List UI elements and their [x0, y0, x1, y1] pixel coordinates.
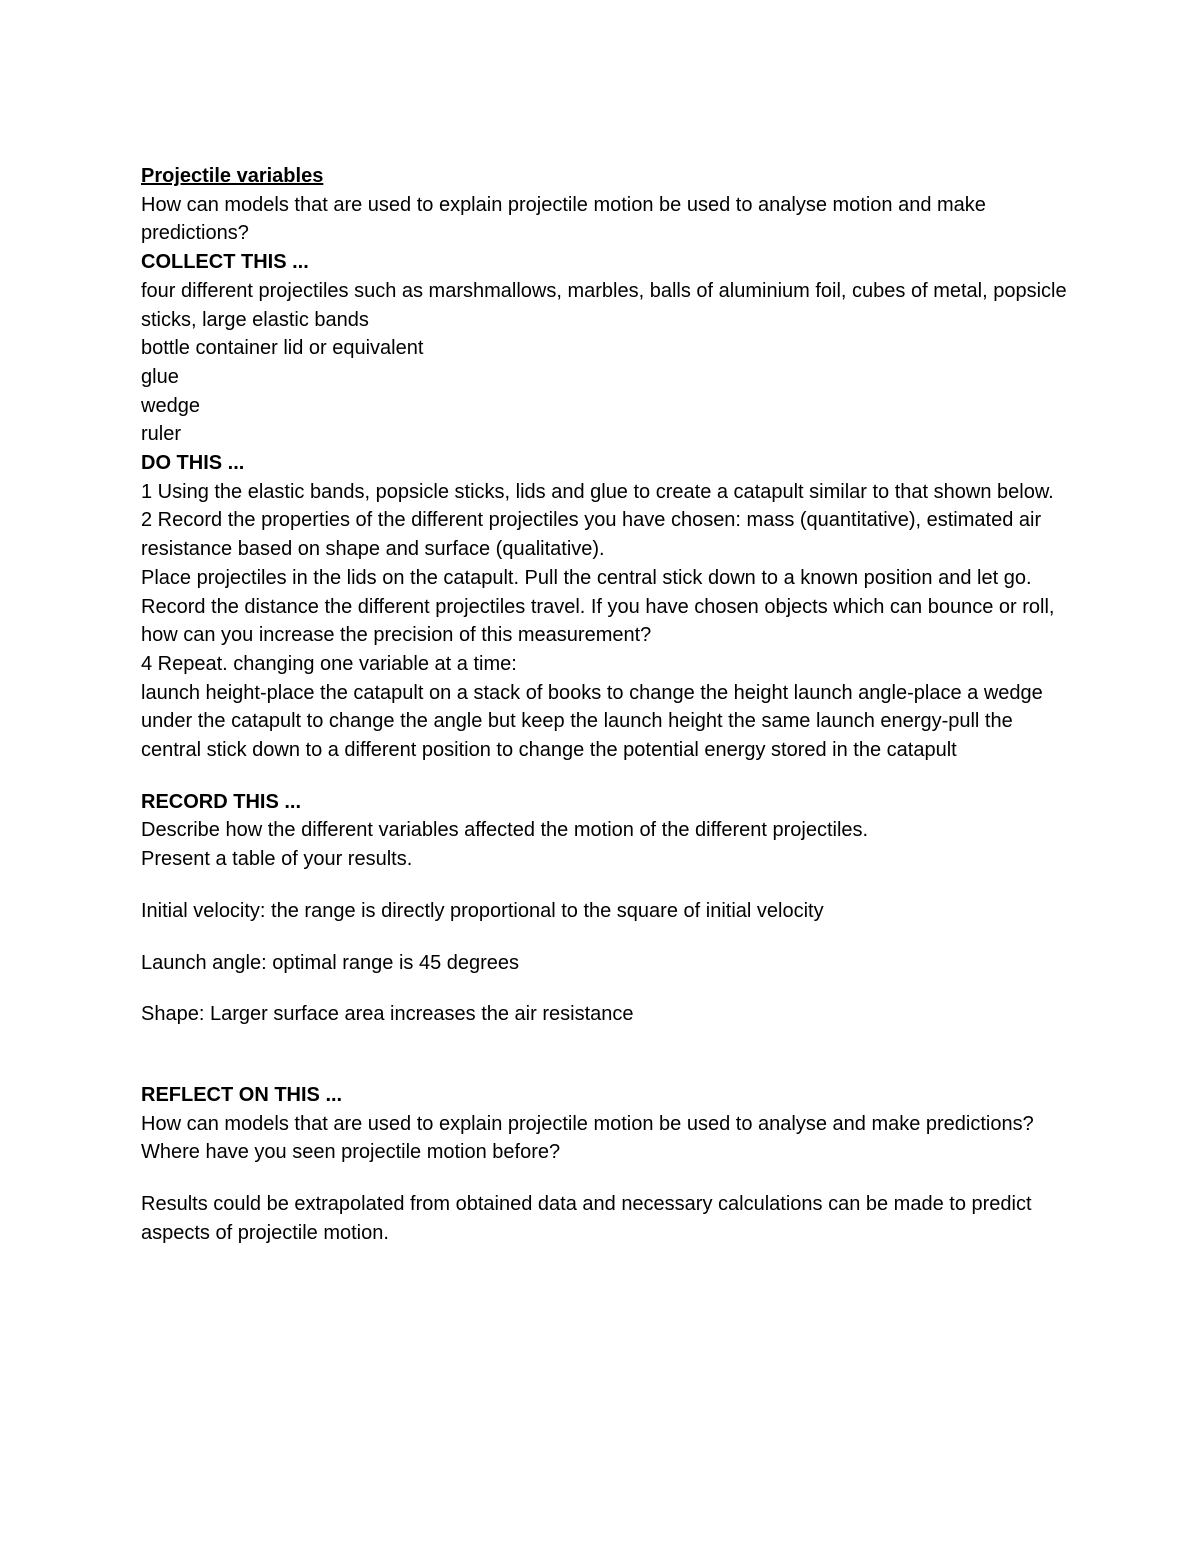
blank-line	[141, 926, 1071, 949]
record-answer: Initial velocity: the range is directly proportional to the square of initial velocity	[141, 899, 824, 922]
do-step: launch height-place the catapult on a stack of books to change the height launch angle-place a wedge under the catapult to change the angle but keep the launch height the same launch energy-pull the central stick down to a different position to change the potential energy stored in the catapult	[141, 681, 1043, 762]
blank-line	[141, 874, 1071, 897]
do-step: 4 Repeat. changing one variable at a time:	[141, 652, 517, 675]
collect-item: glue	[141, 365, 179, 388]
do-heading: DO THIS ...	[141, 452, 245, 475]
intro-question: How can models that are used to explain projectile motion be used to analyse motion and make predictions?	[141, 193, 986, 245]
collect-heading: COLLECT THIS ...	[141, 251, 309, 274]
blank-line	[141, 1167, 1071, 1190]
document-page	[141, 162, 1071, 1248]
do-step: Place projectiles in the lids on the catapult. Pull the central stick down to a known position and let go.	[141, 566, 1032, 589]
collect-item: four different projectiles such as marshmallows, marbles, balls of aluminium foil, cubes of metal, popsicle sticks, large elastic bands	[141, 279, 1067, 331]
record-heading: RECORD THIS ...	[141, 790, 302, 813]
reflect-line: How can models that are used to explain projectile motion be used to analyse and make predictions?	[141, 1112, 1034, 1135]
do-step: Record the distance the different projectiles travel. If you have chosen objects which can bounce or roll, how can you increase the precision of this measurement?	[141, 595, 1055, 647]
blank-line	[141, 765, 1071, 788]
reflect-heading: REFLECT ON THIS ...	[141, 1083, 343, 1106]
document-title: Projectile variables	[141, 165, 324, 187]
record-line: Present a table of your results.	[141, 848, 413, 871]
blank-line	[141, 977, 1071, 1000]
reflect-answer: Results could be extrapolated from obtained data and necessary calculations can be made to predict aspects of projectile motion.	[141, 1193, 1032, 1244]
record-answer: Launch angle: optimal range is 45 degrees	[141, 951, 520, 974]
record-line: Describe how the different variables affected the motion of the different projectiles.	[141, 819, 869, 842]
do-step: 2 Record the properties of the different projectiles you have chosen: mass (quantitative), estimated air resistance based on shape and surface (qualitative).	[141, 509, 1042, 561]
reflect-line: Where have you seen projectile motion before?	[141, 1141, 561, 1164]
collect-item: bottle container lid or equivalent	[141, 337, 424, 360]
record-answer: Shape: Larger surface area increases the air resistance	[141, 1003, 634, 1026]
collect-item: wedge	[141, 394, 200, 417]
blank-line	[141, 1029, 1071, 1081]
collect-item: ruler	[141, 423, 182, 446]
do-step: 1 Using the elastic bands, popsicle sticks, lids and glue to create a catapult similar to that shown below.	[141, 480, 1054, 503]
